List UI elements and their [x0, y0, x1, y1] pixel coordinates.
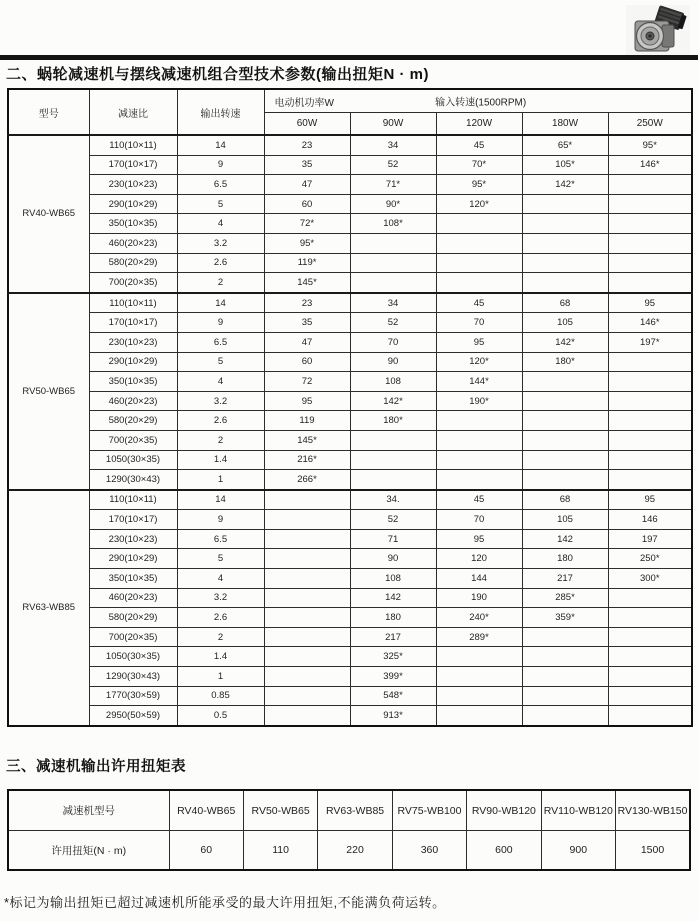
reduction-ratio-cell: 110(10×11) [89, 490, 177, 510]
torque-value-cell: 325* [350, 647, 436, 667]
torque-value-cell: 34 [350, 135, 436, 155]
reduction-ratio-cell: 1050(30×35) [89, 647, 177, 667]
motor-power-label: 电动机功率W [274, 97, 334, 109]
torque-value-cell: 72* [264, 214, 350, 234]
output-speed-cell: 3.2 [177, 233, 264, 253]
torque-value-cell [608, 175, 692, 195]
torque-value-cell [264, 706, 350, 726]
torque-value-cell: 180* [522, 352, 608, 372]
torque-value-cell: 144 [436, 569, 522, 589]
output-speed-cell: 3.2 [177, 588, 264, 608]
torque-value-cell [608, 253, 692, 273]
torque-value-cell [436, 686, 522, 706]
parameter-row [8, 549, 692, 569]
torque-value-cell: 34. [350, 490, 436, 510]
torque-value-cell [522, 372, 608, 392]
torque-value-cell [436, 214, 522, 234]
torque-value-cell [436, 411, 522, 431]
torque-value-cell: 95 [436, 332, 522, 352]
torque-value-cell [264, 549, 350, 569]
reduction-ratio-cell: 460(20×23) [89, 391, 177, 411]
torque-value-cell [522, 470, 608, 490]
torque-value-cell [264, 667, 350, 687]
reduction-ratio-cell: 1050(30×35) [89, 450, 177, 470]
torque-value-cell [522, 391, 608, 411]
torque-value-cell: 45 [436, 293, 522, 313]
torque-value-cell: 90* [350, 194, 436, 214]
torque-value-cell [522, 253, 608, 273]
reduction-ratio-cell: 170(10×17) [89, 155, 177, 175]
torque-value-cell [436, 273, 522, 293]
torque-value-cell [608, 194, 692, 214]
input-speed-label: 输入转速(1500RPM) [435, 97, 527, 109]
torque-value-cell [264, 608, 350, 628]
parameter-row [8, 293, 692, 313]
parameter-row [8, 411, 692, 431]
power-column-header: 180W [522, 113, 608, 136]
output-speed-cell: 1 [177, 667, 264, 687]
torque-value-cell: 70 [350, 332, 436, 352]
torque-model-cell: RV63-WB85 [318, 790, 392, 831]
torque-value-cell [264, 686, 350, 706]
torque-value-cell: 399* [350, 667, 436, 687]
torque-model-cell: RV40-WB65 [169, 790, 243, 831]
torque-value-cell [522, 233, 608, 253]
parameter-row [8, 332, 692, 352]
torque-value-cell: 180 [522, 549, 608, 569]
torque-value-cell: 285* [522, 588, 608, 608]
output-speed-cell: 2 [177, 273, 264, 293]
torque-value-cell: 52 [350, 313, 436, 333]
parameter-row [8, 667, 692, 687]
reduction-ratio-cell: 580(20×29) [89, 253, 177, 273]
model-column-header: 型号 [8, 89, 89, 135]
output-speed-cell: 6.5 [177, 332, 264, 352]
torque-value-cell [608, 686, 692, 706]
parameter-row [8, 608, 692, 628]
reduction-ratio-cell: 700(20×35) [89, 627, 177, 647]
reduction-ratio-cell: 1290(30×43) [89, 470, 177, 490]
reduction-ratio-cell: 700(20×35) [89, 273, 177, 293]
torque-value-cell [608, 214, 692, 234]
reduction-ratio-cell: 290(10×29) [89, 549, 177, 569]
torque-value-cell: 240* [436, 608, 522, 628]
reduction-ratio-cell: 1290(30×43) [89, 667, 177, 687]
torque-value-cell: 250* [608, 549, 692, 569]
parameter-row [8, 352, 692, 372]
torque-value-cell [522, 273, 608, 293]
model-name-cell: RV40-WB65 [8, 135, 89, 293]
torque-value-cell: 266* [264, 470, 350, 490]
torque-value-cell [608, 647, 692, 667]
torque-value-cell [608, 411, 692, 431]
top-divider-bar [0, 55, 698, 60]
torque-value-cell: 105* [522, 155, 608, 175]
allowable-torque-table [7, 789, 691, 871]
torque-value-cell: 144* [436, 372, 522, 392]
model-name-cell: RV50-WB65 [8, 293, 89, 490]
reduction-ratio-cell: 460(20×23) [89, 233, 177, 253]
parameter-row [8, 135, 692, 155]
parameters-table [7, 88, 693, 727]
torque-value-cell [264, 627, 350, 647]
torque-value-cell: 108 [350, 372, 436, 392]
torque-value-cell: 300* [608, 569, 692, 589]
torque-value-cell: 95* [608, 135, 692, 155]
torque-value-cell [608, 470, 692, 490]
output-speed-cell: 4 [177, 372, 264, 392]
torque-value-cell [264, 510, 350, 530]
torque-model-cell: RV50-WB65 [243, 790, 317, 831]
torque-value-cell: 146* [608, 155, 692, 175]
torque-value-cell: 197 [608, 529, 692, 549]
torque-value-cell: 60 [264, 194, 350, 214]
torque-model-cell: RV75-WB100 [392, 790, 466, 831]
torque-value-cell: 108 [350, 569, 436, 589]
torque-value-cell [522, 686, 608, 706]
torque-value-cell: 120 [436, 549, 522, 569]
output-speed-cell: 6.5 [177, 529, 264, 549]
parameters-table-header [8, 89, 692, 135]
reduction-ratio-cell: 1770(30×59) [89, 686, 177, 706]
torque-value-cell [350, 470, 436, 490]
torque-value-cell [436, 233, 522, 253]
output-speed-cell: 14 [177, 293, 264, 313]
output-speed-cell: 5 [177, 549, 264, 569]
torque-value-cell [350, 430, 436, 450]
reduction-ratio-cell: 580(20×29) [89, 608, 177, 628]
parameter-row [8, 450, 692, 470]
torque-value-cell: 52 [350, 155, 436, 175]
torque-value-cell: 216* [264, 450, 350, 470]
torque-value-cell [264, 490, 350, 510]
torque-value-cell: 95* [436, 175, 522, 195]
torque-value-cell: 95 [436, 529, 522, 549]
torque-value-cell: 146 [608, 510, 692, 530]
reduction-ratio-cell: 290(10×29) [89, 352, 177, 372]
torque-model-cell: RV90-WB120 [467, 790, 541, 831]
output-speed-cell: 14 [177, 490, 264, 510]
parameter-row [8, 529, 692, 549]
allowable-torque-cell: 220 [318, 831, 392, 871]
output-speed-cell: 2.6 [177, 608, 264, 628]
output-speed-cell: 1.4 [177, 450, 264, 470]
reduction-ratio-cell: 350(10×35) [89, 214, 177, 234]
torque-value-cell: 105 [522, 510, 608, 530]
output-speed-cell: 2.6 [177, 411, 264, 431]
torque-value-cell: 180* [350, 411, 436, 431]
output-speed-column-header: 输出转速 [177, 89, 264, 135]
reduction-ratio-cell: 290(10×29) [89, 194, 177, 214]
torque-value-cell: 197* [608, 332, 692, 352]
torque-value-cell [264, 569, 350, 589]
torque-value-cell [350, 450, 436, 470]
torque-value-cell: 142 [350, 588, 436, 608]
torque-value-cell [608, 706, 692, 726]
torque-value-row [8, 831, 690, 871]
torque-value-cell: 145* [264, 273, 350, 293]
torque-value-cell [350, 253, 436, 273]
asterisk-footnote: *标记为输出扭矩已超过减速机所能承受的最大许用扭矩,不能满负荷运转。 [4, 895, 446, 910]
power-column-header: 60W [264, 113, 350, 136]
allowable-torque-cell: 60 [169, 831, 243, 871]
torque-value-cell: 35 [264, 155, 350, 175]
reduction-ratio-cell: 230(10×23) [89, 529, 177, 549]
torque-value-cell: 119* [264, 253, 350, 273]
torque-value-cell: 90 [350, 352, 436, 372]
torque-value-cell [436, 647, 522, 667]
parameter-row [8, 490, 692, 510]
parameters-table-body [8, 135, 692, 726]
torque-value-cell [522, 627, 608, 647]
torque-value-cell: 142 [522, 529, 608, 549]
torque-value-cell: 95 [608, 293, 692, 313]
torque-value-cell: 95 [608, 490, 692, 510]
torque-value-cell [608, 667, 692, 687]
torque-value-cell: 45 [436, 135, 522, 155]
parameter-row [8, 313, 692, 333]
output-speed-cell: 6.5 [177, 175, 264, 195]
torque-value-cell [436, 430, 522, 450]
torque-value-cell: 90 [350, 549, 436, 569]
torque-value-cell: 68 [522, 293, 608, 313]
torque-value-cell [350, 233, 436, 253]
parameter-row [8, 588, 692, 608]
torque-value-cell [436, 253, 522, 273]
parameter-row [8, 273, 692, 293]
allowable-torque-cell: 900 [541, 831, 615, 871]
torque-value-cell: 34 [350, 293, 436, 313]
parameter-row [8, 253, 692, 273]
torque-value-cell: 190 [436, 588, 522, 608]
torque-value-cell: 70* [436, 155, 522, 175]
torque-value-cell: 70 [436, 313, 522, 333]
output-speed-cell: 2.6 [177, 253, 264, 273]
allowable-torque-cell: 600 [467, 831, 541, 871]
torque-value-cell: 71* [350, 175, 436, 195]
parameter-row [8, 372, 692, 392]
parameter-row [8, 686, 692, 706]
reduction-ratio-cell: 460(20×23) [89, 588, 177, 608]
output-speed-cell: 9 [177, 155, 264, 175]
torque-value-cell [608, 608, 692, 628]
reduction-ratio-cell: 580(20×29) [89, 411, 177, 431]
reduction-ratio-cell: 110(10×11) [89, 135, 177, 155]
gearbox-illustration [626, 5, 690, 57]
output-speed-cell: 1 [177, 470, 264, 490]
parameter-row [8, 569, 692, 589]
torque-value-cell [608, 450, 692, 470]
reduction-ratio-cell: 170(10×17) [89, 313, 177, 333]
parameter-row [8, 214, 692, 234]
torque-value-cell [264, 647, 350, 667]
reduction-ratio-cell: 110(10×11) [89, 293, 177, 313]
torque-value-cell: 548* [350, 686, 436, 706]
torque-value-cell: 70 [436, 510, 522, 530]
output-speed-cell: 5 [177, 194, 264, 214]
output-speed-cell: 0.85 [177, 686, 264, 706]
torque-value-cell: 913* [350, 706, 436, 726]
torque-value-cell [522, 194, 608, 214]
parameter-row [8, 430, 692, 450]
torque-value-cell: 65* [522, 135, 608, 155]
output-speed-cell: 4 [177, 569, 264, 589]
torque-value-row-label: 许用扭矩(N · m) [8, 831, 169, 871]
output-speed-cell: 3.2 [177, 391, 264, 411]
parameter-row [8, 391, 692, 411]
allowable-torque-table-body [8, 790, 690, 870]
torque-value-cell: 142* [350, 391, 436, 411]
torque-model-cell: RV130-WB150 [616, 790, 690, 831]
torque-value-cell [522, 667, 608, 687]
reduction-ratio-cell: 350(10×35) [89, 372, 177, 392]
torque-value-cell: 217 [350, 627, 436, 647]
allowable-torque-cell: 1500 [616, 831, 690, 871]
torque-value-cell [522, 647, 608, 667]
power-column-header: 120W [436, 113, 522, 136]
torque-value-cell [522, 411, 608, 431]
torque-value-cell: 47 [264, 175, 350, 195]
output-speed-cell: 0.5 [177, 706, 264, 726]
torque-model-row [8, 790, 690, 831]
torque-value-cell: 142* [522, 175, 608, 195]
power-column-header: 90W [350, 113, 436, 136]
torque-value-cell [608, 273, 692, 293]
torque-value-cell: 71 [350, 529, 436, 549]
torque-value-cell [436, 667, 522, 687]
parameter-row [8, 155, 692, 175]
worm-gear-reducer-photo [626, 5, 690, 57]
ratio-column-header: 减速比 [89, 89, 177, 135]
torque-value-cell: 60 [264, 352, 350, 372]
torque-model-row-label: 减速机型号 [8, 790, 169, 831]
torque-model-cell: RV110-WB120 [541, 790, 615, 831]
torque-value-cell: 52 [350, 510, 436, 530]
torque-value-cell: 217 [522, 569, 608, 589]
power-speed-header [264, 89, 692, 113]
torque-value-cell: 45 [436, 490, 522, 510]
torque-value-cell [522, 706, 608, 726]
torque-value-cell: 120* [436, 194, 522, 214]
torque-value-cell [608, 430, 692, 450]
reduction-ratio-cell: 230(10×23) [89, 175, 177, 195]
parameter-row [8, 470, 692, 490]
torque-value-cell [522, 430, 608, 450]
torque-value-cell: 145* [264, 430, 350, 450]
torque-value-cell [608, 627, 692, 647]
parameter-row [8, 175, 692, 195]
allowable-torque-cell: 360 [392, 831, 466, 871]
torque-value-cell: 142* [522, 332, 608, 352]
torque-value-cell [436, 706, 522, 726]
output-speed-cell: 9 [177, 510, 264, 530]
torque-value-cell: 180 [350, 608, 436, 628]
torque-value-cell: 23 [264, 293, 350, 313]
torque-value-cell [436, 470, 522, 490]
torque-value-cell [522, 450, 608, 470]
output-speed-cell: 1.4 [177, 647, 264, 667]
reduction-ratio-cell: 700(20×35) [89, 430, 177, 450]
torque-value-cell [608, 588, 692, 608]
parameter-row [8, 706, 692, 726]
torque-value-cell: 120* [436, 352, 522, 372]
output-speed-cell: 14 [177, 135, 264, 155]
torque-value-cell [608, 233, 692, 253]
torque-value-cell [608, 372, 692, 392]
torque-value-cell: 105 [522, 313, 608, 333]
torque-value-cell: 35 [264, 313, 350, 333]
output-speed-cell: 9 [177, 313, 264, 333]
torque-value-cell: 68 [522, 490, 608, 510]
torque-value-cell: 23 [264, 135, 350, 155]
torque-value-cell: 146* [608, 313, 692, 333]
reduction-ratio-cell: 2950(50×59) [89, 706, 177, 726]
torque-value-cell [522, 214, 608, 234]
reduction-ratio-cell: 230(10×23) [89, 332, 177, 352]
torque-value-cell: 95 [264, 391, 350, 411]
reduction-ratio-cell: 170(10×17) [89, 510, 177, 530]
reduction-ratio-cell: 350(10×35) [89, 569, 177, 589]
torque-value-cell [608, 391, 692, 411]
torque-value-cell: 72 [264, 372, 350, 392]
output-speed-cell: 2 [177, 430, 264, 450]
output-speed-cell: 2 [177, 627, 264, 647]
torque-value-cell [608, 352, 692, 372]
torque-value-cell: 108* [350, 214, 436, 234]
torque-value-cell [264, 588, 350, 608]
torque-value-cell [350, 273, 436, 293]
section-torque-title: 三、减速机输出许用扭矩表 [6, 759, 186, 775]
torque-value-cell: 289* [436, 627, 522, 647]
allowable-torque-cell: 110 [243, 831, 317, 871]
torque-value-cell [436, 450, 522, 470]
parameter-row [8, 627, 692, 647]
output-speed-cell: 5 [177, 352, 264, 372]
torque-value-cell: 119 [264, 411, 350, 431]
parameter-row [8, 233, 692, 253]
torque-value-cell: 95* [264, 233, 350, 253]
power-column-header: 250W [608, 113, 692, 136]
model-name-cell: RV63-WB85 [8, 490, 89, 726]
torque-value-cell: 47 [264, 332, 350, 352]
parameter-row [8, 194, 692, 214]
parameter-row [8, 647, 692, 667]
parameter-row [8, 510, 692, 530]
torque-value-cell: 190* [436, 391, 522, 411]
torque-value-cell: 359* [522, 608, 608, 628]
output-speed-cell: 4 [177, 214, 264, 234]
torque-value-cell [264, 529, 350, 549]
section-params-title: 二、蜗轮减速机与摆线减速机组合型技术参数(输出扭矩N · m) [6, 66, 429, 83]
